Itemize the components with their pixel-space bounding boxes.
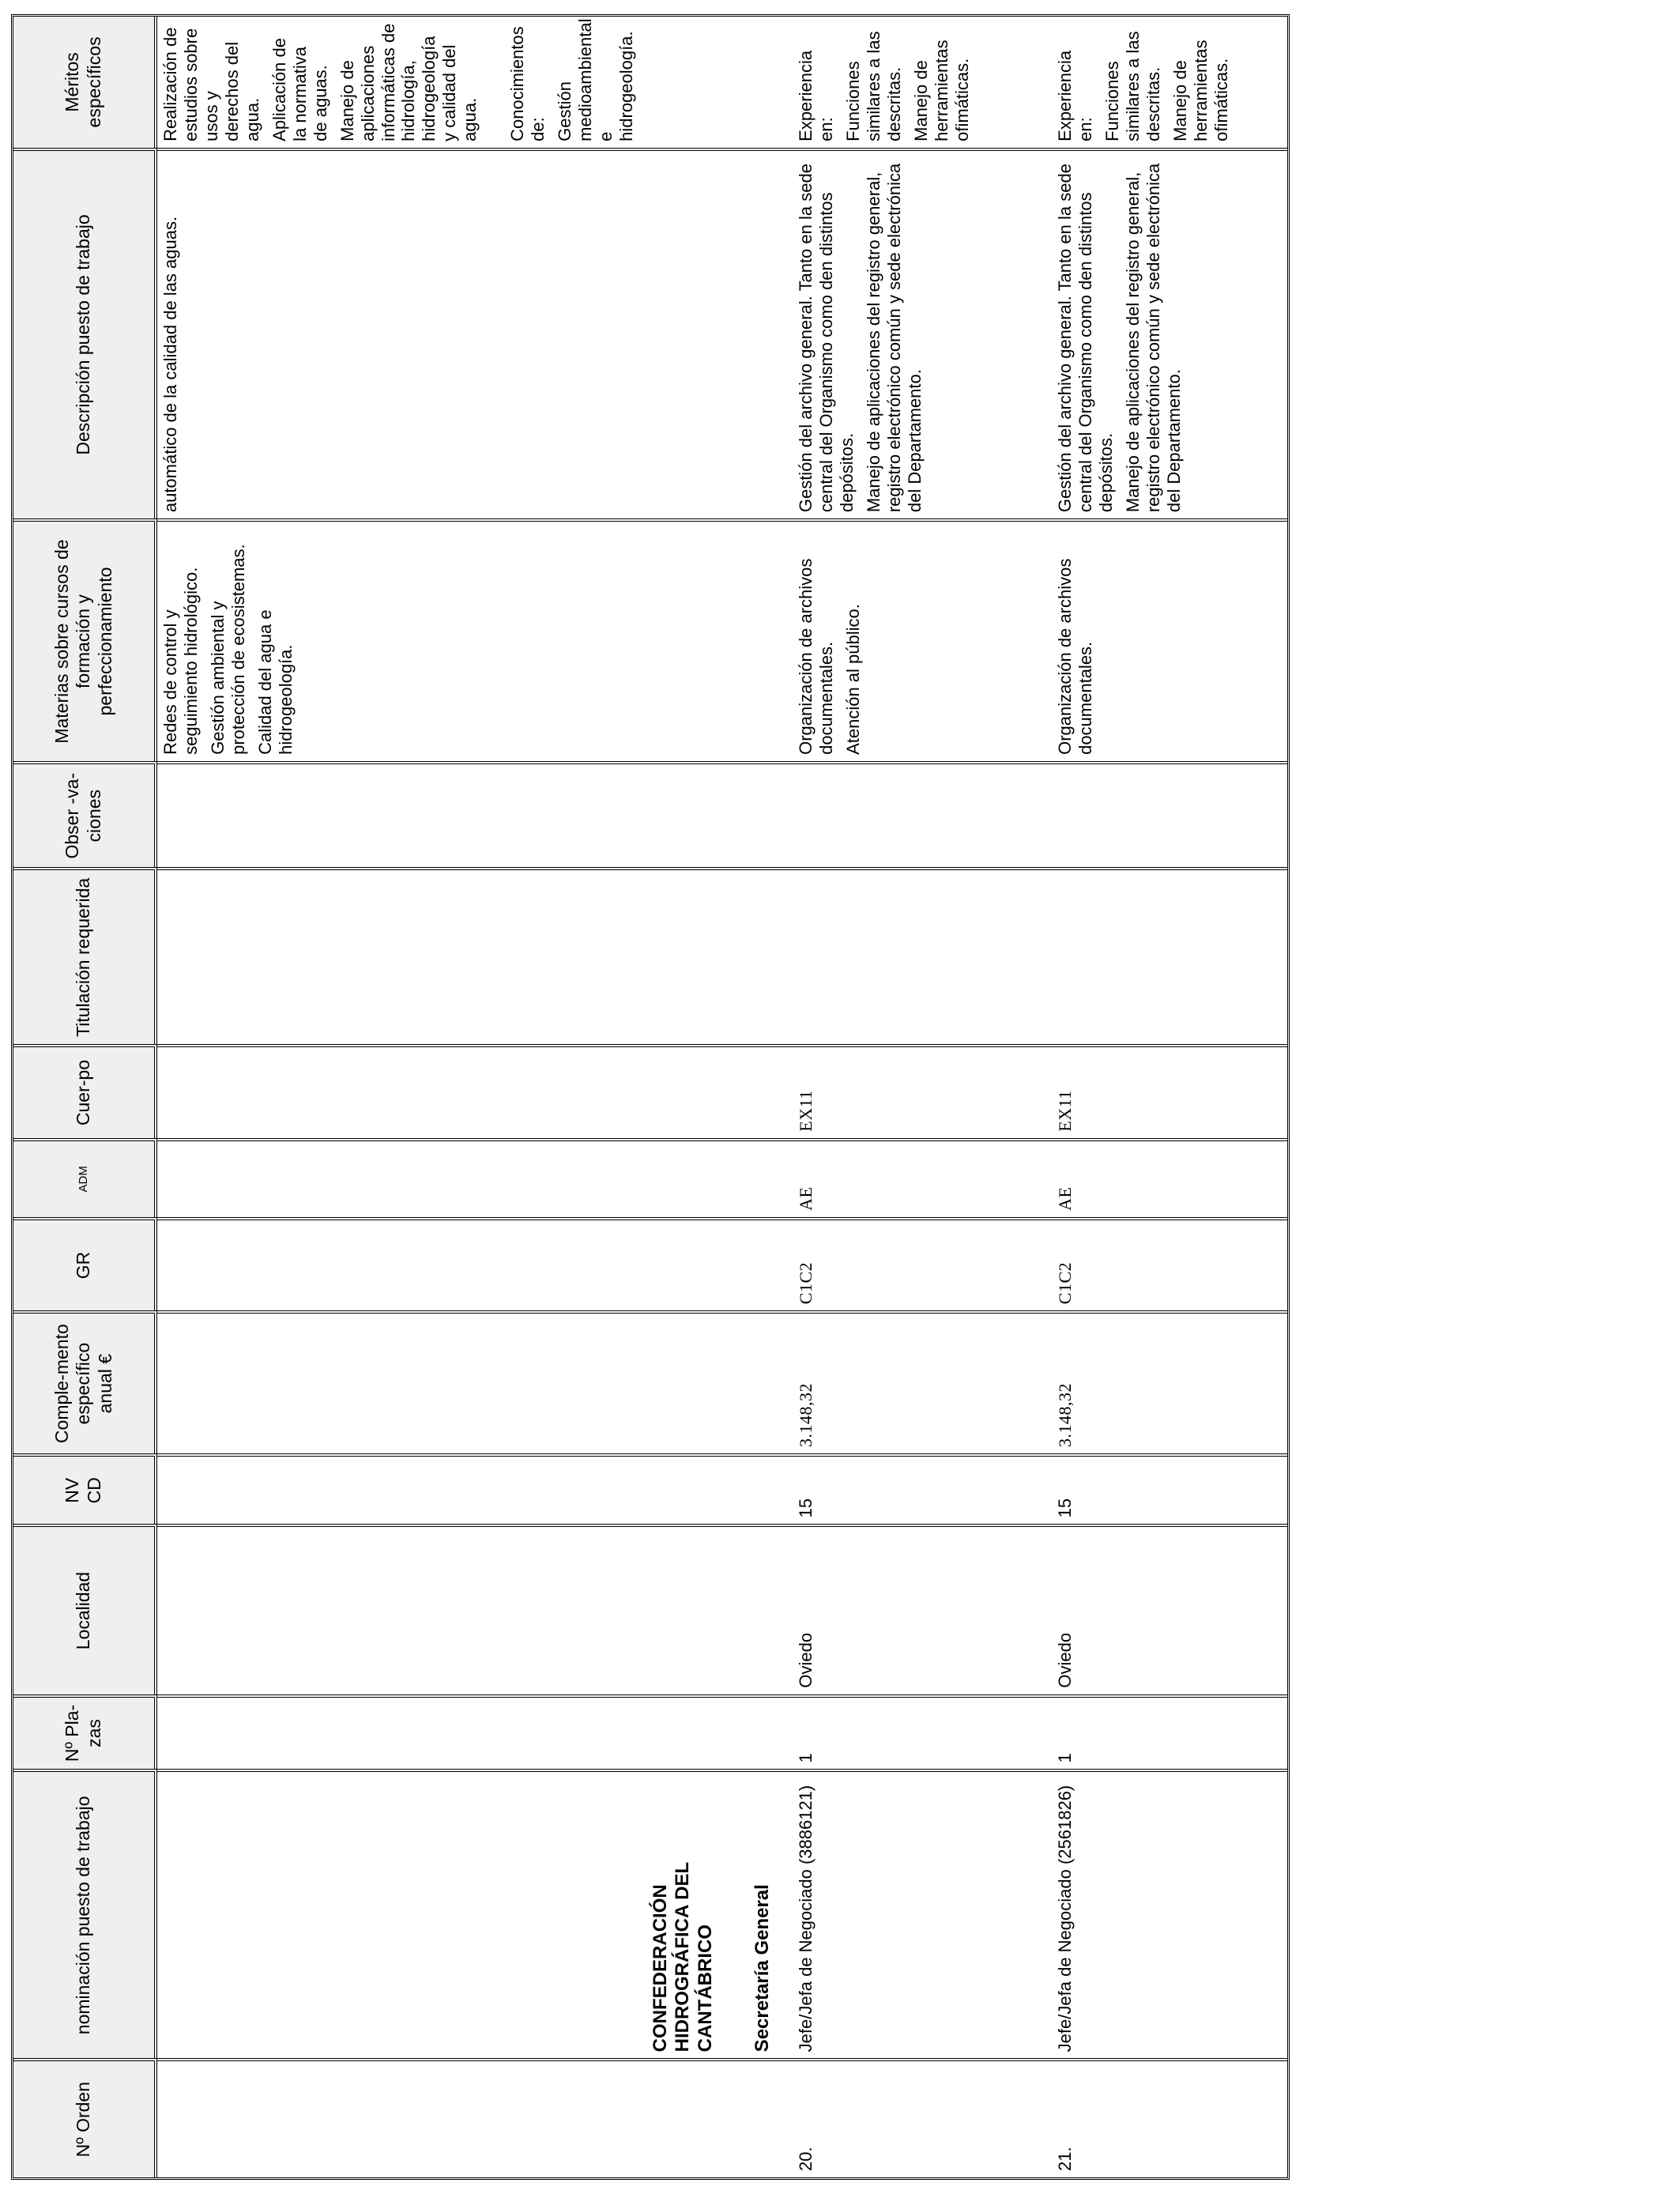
header-materias: Materias sobre cursos de formación y perfeccionamiento: [13, 518, 157, 761]
cell-localidad: Oviedo: [1036, 1524, 1287, 1694]
cell-cuerpo: EX11: [1036, 1044, 1287, 1137]
merito-item: Manejo de aplicaciones informáticas de hidrología, hidrogeología y calidad del agua.: [337, 23, 480, 141]
cell-adm: AE: [1036, 1138, 1287, 1217]
header-observaciones: Obser -va-ciones: [13, 761, 157, 868]
header-complemento: Comple-mento específico anual €: [13, 1310, 157, 1453]
materia-item: Redes de control y seguimiento hidrológico.: [160, 567, 201, 755]
cell-localidad: Oviedo: [777, 1524, 1036, 1694]
continuation-descripcion: automático de la calidad de las aguas.: [157, 148, 646, 518]
cell-descripcion: [1036, 148, 1287, 518]
header-orden: Nº Orden: [13, 2058, 157, 2177]
header-grupo: GR: [13, 1217, 157, 1310]
continuation-meritos: [157, 17, 646, 148]
cell-meritos: [777, 17, 1036, 148]
descripcion-item: Gestión del archivo general. Tanto en la sede central del Organismo como den distintos depósitos.: [796, 164, 857, 513]
cell-cuerpo: EX11: [777, 1044, 1036, 1137]
cell-titulacion: [777, 867, 1036, 1044]
merito-item: Funciones similares a las descritas.: [843, 31, 905, 141]
merito-item: Gestión medioambiental e hidrogeología.: [555, 18, 637, 141]
cell-adm: AE: [777, 1138, 1036, 1217]
continuation-materias: [157, 518, 646, 761]
unidad-title: Secretaría General: [751, 1884, 773, 2053]
cell-orden: 21.: [1036, 2058, 1287, 2177]
cell-plazas: 1: [777, 1695, 1036, 1770]
cell-nivel: 15: [1036, 1453, 1287, 1524]
merito-item: Manejo de herramientas ofimáticas.: [1170, 40, 1231, 141]
descripcion-item: Manejo de aplicaciones del registro general, registro electrónico común y sede electrónica del Departamento.: [1123, 163, 1185, 513]
cell-titulacion: [1036, 867, 1287, 1044]
cell-denominacion: Jefe/Jefa de Negociado (2561826): [1036, 1769, 1287, 2058]
header-cuerpo: Cuer-po: [13, 1044, 157, 1137]
section-heading: [646, 1769, 777, 2058]
cell-observaciones: [1036, 761, 1287, 868]
descripcion-item: Manejo de aplicaciones del registro general, registro electrónico común y sede electrónica del Departamento.: [864, 163, 925, 513]
header-plazas: Nº Pla-zas: [13, 1695, 157, 1770]
materia-item: Organización de archivos documentales.: [796, 558, 837, 755]
organismo-title: CONFEDERACIÓN HIDROGRÁFICA DEL CANTÁBRICO: [650, 1862, 716, 2053]
cell-denominacion: Jefe/Jefa de Negociado (3886121): [777, 1769, 1036, 2058]
cell-grupo: C1C2: [777, 1217, 1036, 1310]
cell-descripcion: [777, 148, 1036, 518]
merito-item: Experiencia en:: [796, 50, 837, 141]
merito-item: Funciones similares a las descritas.: [1102, 31, 1164, 141]
materia-item: Atención al público.: [843, 604, 864, 755]
cell-complemento: 3.148,32: [777, 1310, 1036, 1453]
descripcion-item: Gestión del archivo general. Tanto en la sede central del Organismo como den distintos depósitos.: [1055, 164, 1117, 513]
table-row: [1036, 17, 1287, 2177]
positions-table: [11, 14, 1290, 2180]
header-nivel: NV CD: [13, 1453, 157, 1524]
cell-meritos: [1036, 17, 1287, 148]
header-localidad: Localidad: [13, 1524, 157, 1694]
header-descripcion: Descripción puesto de trabajo: [13, 148, 157, 518]
header-meritos: Méritos específicos: [13, 17, 157, 148]
header-titulacion: Titulación requerida: [13, 867, 157, 1044]
merito-item: Manejo de herramientas ofimáticas.: [911, 40, 972, 141]
table-row: [777, 17, 1036, 2177]
header-denominacion: nominación puesto de trabajo: [13, 1769, 157, 2058]
cell-orden: 20.: [777, 2058, 1036, 2177]
merito-item: Realización de estudios sobre usos y derechos del agua.: [160, 27, 262, 141]
header-row: [13, 17, 157, 2177]
merito-item: Experiencia en:: [1055, 50, 1096, 141]
cell-materias: [777, 518, 1036, 761]
merito-item: Conocimientos de:: [507, 26, 548, 141]
cell-observaciones: [777, 761, 1036, 868]
materia-item: Calidad del agua e hidrogeología.: [254, 609, 296, 755]
section-row: [646, 17, 777, 2177]
cell-grupo: C1C2: [1036, 1217, 1287, 1310]
materia-item: Gestión ambiental y protección de ecosistemas.: [207, 544, 248, 755]
materia-item: Organización de archivos documentales.: [1055, 558, 1096, 755]
cell-nivel: 15: [777, 1453, 1036, 1524]
cell-complemento: 3.148,32: [1036, 1310, 1287, 1453]
merito-item: Aplicación de la normativa de aguas.: [269, 37, 330, 141]
merito-gap: [487, 23, 507, 141]
header-adm: ADM: [13, 1138, 157, 1217]
continuation-row: [157, 17, 646, 2177]
cell-plazas: 1: [1036, 1695, 1287, 1770]
cell-materias: [1036, 518, 1287, 761]
